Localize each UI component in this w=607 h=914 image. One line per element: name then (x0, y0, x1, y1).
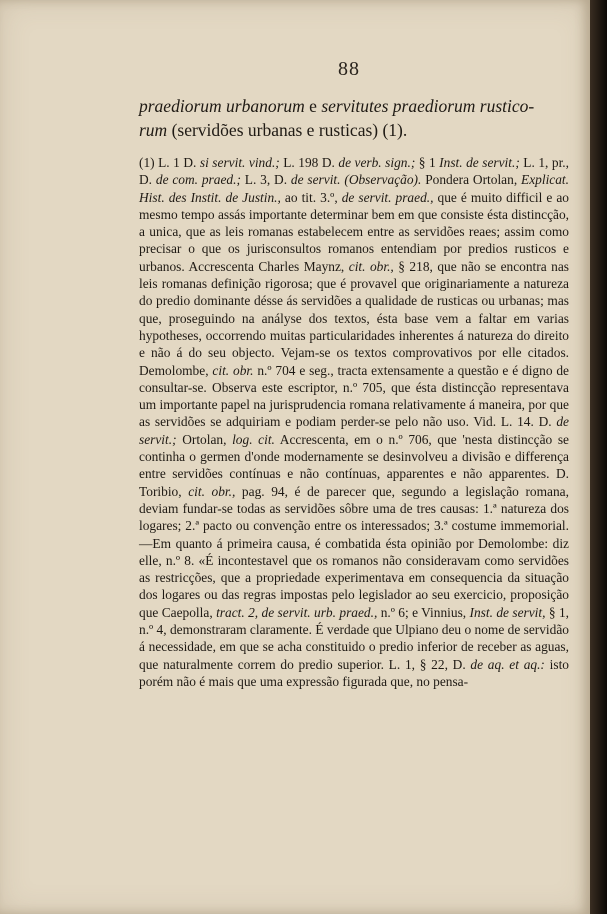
footnote-text: que é muito difficil e ao mesmo tempo assás importante determinar bem em que consiste ésta distincção, a unica, que as leis romanas estabelecem entre as servidões reaes; assim como precisar o que os jurisconsultos romanos entendiam por predios rusticos e urbanos. Accrescenta Charles Maynz, (139, 189, 569, 274)
footnote-citation: de servit. (290, 172, 341, 188)
footnote-text: isto porém não é mais que uma expressão figurada que, no pensa- (139, 656, 569, 689)
footnote-text: § 1 (415, 155, 440, 170)
footnote-text: § 1, n.º 4, demonstraram claramente. É verdade que Ulpiano deu o nome de servidão á necessidade, em que se acha constituido o predio inferior de receber as aguas, que naturalmente correm do predio superior. L. 1, § 22, D. (139, 604, 569, 672)
footnote-text: L. 198 D. (279, 155, 339, 170)
main-latin-3: rum (139, 120, 168, 140)
footnote-citation: tract. 2, de servit. urb. praed., (216, 604, 378, 620)
footnote-citation: cit. obr., (348, 258, 394, 274)
main-text (139, 94, 569, 142)
footnote (139, 154, 569, 690)
footnote-citation: log. cit. (232, 431, 275, 447)
footnote-citation: Inst. de servit, (469, 604, 546, 620)
page-edge-shadow (590, 0, 607, 914)
footnote-citation: de servit. praed., (341, 189, 434, 205)
main-rest: (servidões urbanas e rusticas) (1). (167, 120, 408, 140)
footnote-citation: (Observação). (344, 172, 422, 188)
main-latin-2: servitutes praediorum rustico- (321, 96, 535, 116)
footnote-citation: de verb. sign.; (338, 155, 416, 170)
footnote-citation: Explicat. Hist. des Instit. de Justin., (139, 172, 569, 205)
footnote-text: L. 1, pr., D. (139, 155, 569, 188)
footnote-citation: de com. praed.; (155, 172, 241, 188)
footnote-text: pag. 94, é de parecer que, segundo a legislação romana, deviam fundar-se todas as servidões sôbre uma de tres causas: 1.ª natureza dos logares; 2.ª pacto ou convenção entre os interessados; 3.ª costume immemorial. —Em quanto á primeira causa, é combatida ésta opinião por Demolombe: diz elle, n.º 8. «É incontestavel que os romanos não consideravam como servidões as restricções, que a propriedade experimentava em consequencia da situação dos logares ou das regras impostas pelo legislador ao seu exercicio, proposição que Caepolla, (139, 483, 569, 620)
footnote-citation: Inst. de servit.; (439, 155, 520, 170)
footnote-citation: de servit.; (139, 414, 569, 447)
footnote-text: n.º 704 e seg., tracta extensamente a questão e é digno de consultar-se. Observa este escriptor, n.º 705, que ésta distincção representava um importante papel na jurisprudencia romana relativamente á maneira, por que as servidões se adquiriam e podiam perder-se pelo não uso. Vid. L. 14. D. (139, 362, 570, 430)
footnote-text: Pondera Ortolan, (421, 172, 522, 188)
footnote-text: ao tit. 3.º, (280, 189, 342, 205)
main-latin-1: praediorum urbanorum (139, 96, 305, 116)
footnote-text: (1) L. 1 D. (139, 155, 200, 170)
footnote-text: § 218, que não se encontra nas leis romanas definição rigorosa; que é provavel que originariamente a natureza do predio dominante désse ás servidões a qualidade de rusticas ou urbanas; mas que, proseguindo na anályse dos textos, ésta base vem a faltar em varias hypotheses, occorrendo muitas particularidades inherentes á natureza do direito e não á do seu objecto. Vejam-se os textos comprovativos por elle citados. Demolombe, (139, 258, 569, 378)
footnote-citation: si servit. vind.; (199, 155, 280, 170)
footnote-text: n.º 6; e Vinnius, (377, 604, 470, 620)
footnote-citation: de aq. et aq.: (470, 656, 545, 672)
footnote-text: L. 3, D. (240, 172, 291, 188)
page-number: 88 (338, 58, 360, 80)
footnote-citation: cit. obr., (188, 483, 236, 499)
footnote-text: Accrescenta, em o n.º 706, que 'nesta distincção se continha o germen d'onde modernamente se desinvolveu a divisão e differença entre servidões contínuas e não contínuas, apparentes e não apparentes. D. Toribio, (139, 431, 569, 499)
main-conjunction: e (304, 96, 322, 116)
footnote-text: Ortolan, (176, 431, 233, 447)
footnote-citation: cit. obr. (212, 362, 254, 378)
